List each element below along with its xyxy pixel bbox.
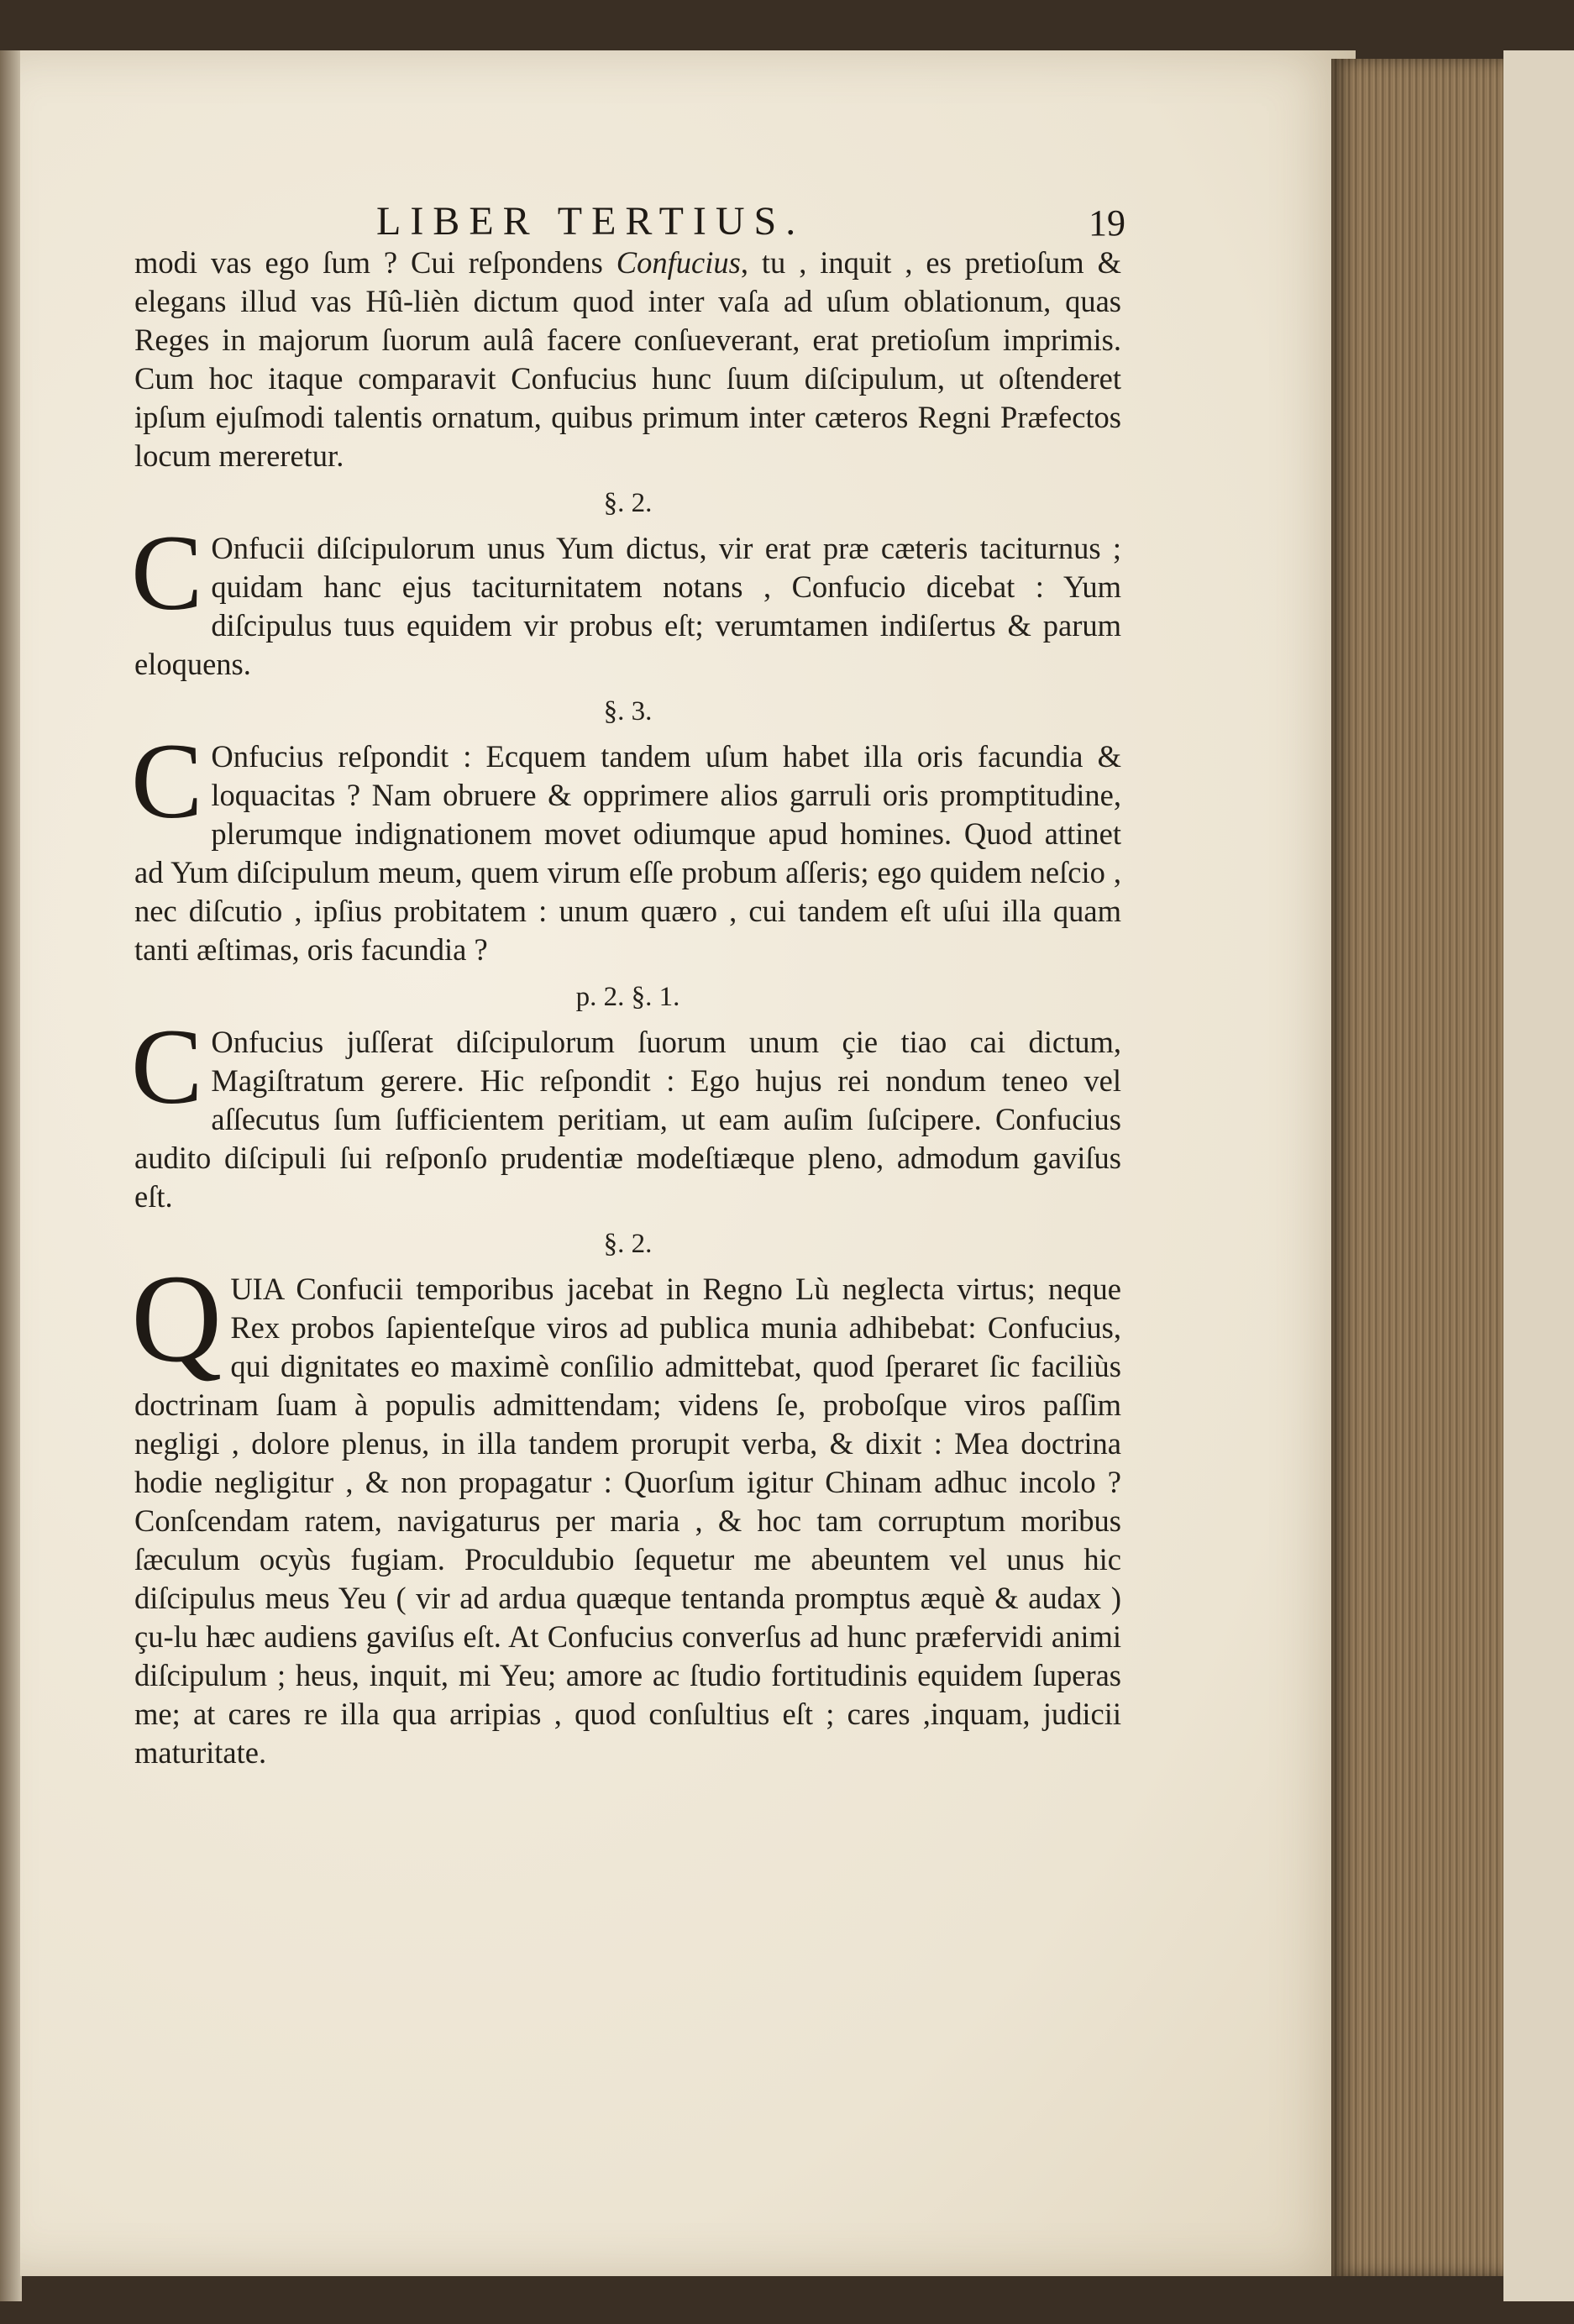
running-head: LIBER TERTIUS. xyxy=(376,199,805,244)
drop-cap: C xyxy=(131,721,203,841)
drop-cap: C xyxy=(131,1007,203,1126)
section-mark: §. 3. xyxy=(603,696,653,727)
drop-cap: Q xyxy=(131,1249,223,1388)
paragraph xyxy=(131,1007,1121,1216)
section-mark: §. 2. xyxy=(603,1229,653,1259)
paragraph xyxy=(131,721,1121,969)
section-mark: p. 2. §. 1. xyxy=(575,982,680,1012)
paragraph xyxy=(131,513,1121,684)
book-cover-edge xyxy=(1503,50,1574,2301)
paragraph-text: modi vas ego ſum ? Cui reſpondens xyxy=(134,245,616,280)
paragraph-text: Onfucius reſpondit : Ecquem tandem uſum habet illa oris facundia & loquacitas ? Nam obruere & opprimere alios garruli oris promptitudine, plerumque indignationem movet odiumque apud homines. Quod attinet ad Yum diſcipulum meum, quem virum eſſe probum aſſeris; ego quidem neſcio , nec diſcutio , ipſius probitatem : unum quæro , cui tandem eſt uſui illa quam tanti æſtimas, oris facundia ? xyxy=(134,739,1121,967)
page-header xyxy=(134,198,1125,249)
paragraph-text: UIA Confucii temporibus jacebat in Regno Lù neglecta virtus; neque Rex probos ſapienteſque viros ad publica munia adhibebat: Confucius, qui dignitates eo maximè conſilio admittebat, quod ſperaret ſic faciliùs doctrinam ſuam à populis admittendam; videns ſe, proboſque viros paſſim negligi , dolore plenus, in illa tandem prorupit verba, & dixit : Mea doctrina hodie negligitur , & non propagatur : Quorſum igitur Chinam adhuc incolo ? Conſcendam ratem, navigaturus per maria , & hoc tam corruptum moribus ſæculum ocyùs fugiam. Proculdubio ſequetur me abeuntem vel unus hic diſcipulus meus Yeu ( vir ad ardua quæque tentanda promptus æquè & audax ) çu-lu hæc audiens gaviſus eſt. At Confucius converſus ad hunc præfervidi animi diſcipulum ; heus, inquit, mi Yeu; amore ac ſtudio fortitudinis equidem ſuperas me; at cares re illa qua arripias , quod conſultius eſt ; cares ,inquam, judicii maturitate. xyxy=(134,1272,1121,1770)
section-mark: §. 2. xyxy=(603,488,653,518)
emphasis: Confucius xyxy=(616,245,741,280)
page-number: 19 xyxy=(1089,202,1125,244)
drop-cap: C xyxy=(131,513,203,632)
page-fore-edge xyxy=(1331,59,1512,2276)
paragraph xyxy=(131,1249,1121,1772)
paragraph-text-cont: , tu , inquit , es pretioſum & elegans illud vas Hû-lièn dictum quod inter vaſa ad uſum oblationum, quas Reges in majorum ſuorum aulâ facere conſueverant, erat pretioſum imprimis. Cum hoc itaque comparavit Confucius hunc ſuum diſcipulum, ut oſtenderet ipſum ejuſmodi talentis ornatum, quibus primum inter cæteros Regni Præfectos locum mereretur. xyxy=(134,245,1121,473)
paragraph xyxy=(134,244,1121,475)
body-text xyxy=(131,244,1121,1772)
paragraph-text: Onfucii diſcipulorum unus Yum dictus, vir erat præ cæteris taciturnus ; quidam hanc ejus taciturnitatem notans , Confucio dicebat : Yum diſcipulus tuus equidem vir probus eſt; verumtamen indiſertus & parum eloquens. xyxy=(134,531,1121,681)
paragraph-text: Onfucius juſſerat diſcipulorum ſuorum unum çie tiao cai dictum, Magiſtratum gerere. Hic reſpondit : Ego hujus rei nondum teneo vel aſſecutus ſum ſufficientem peritiam, ut eam auſim ſuſcipere. Confucius audito diſcipuli ſui reſponſo prudentiæ modeſtiæque pleno, admodum gaviſus eſt. xyxy=(134,1025,1121,1214)
left-page-edge xyxy=(0,50,22,2301)
